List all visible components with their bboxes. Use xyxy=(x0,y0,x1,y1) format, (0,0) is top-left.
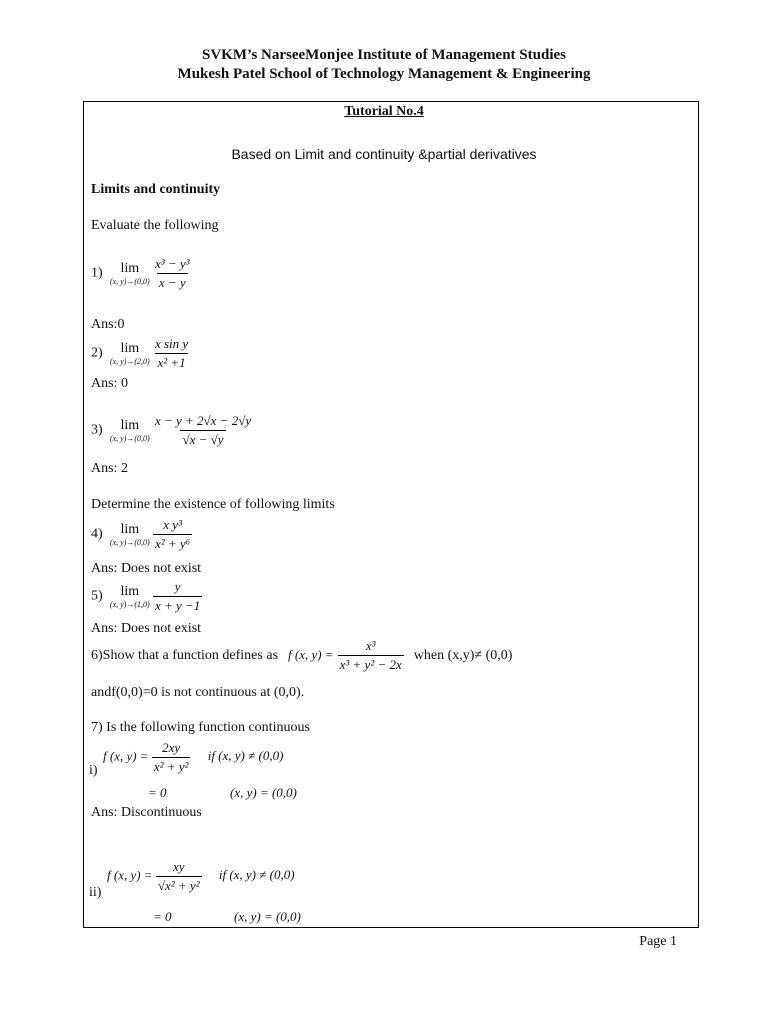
denominator: √x² + y² xyxy=(157,878,200,893)
answer-7i: Ans: Discontinuous xyxy=(91,805,202,820)
problem-6-prefix: 6)Show that a function defines as xyxy=(91,648,279,664)
problem-6 xyxy=(91,638,512,673)
fraction xyxy=(153,256,192,291)
denominator: x + y −1 xyxy=(154,598,201,613)
fraction xyxy=(156,859,202,894)
condition: if (x, y) ≠ (0,0) xyxy=(218,867,295,883)
problem-7i-label: i) xyxy=(89,763,98,778)
fraction xyxy=(338,638,404,673)
function-lhs: f (x, y) = xyxy=(107,867,153,883)
else-value: = 0 xyxy=(153,909,172,924)
numerator: x³ − y³ xyxy=(154,256,190,271)
lim-approach: (x, y)→(0,0) xyxy=(109,434,150,443)
numerator: 2xy xyxy=(162,740,181,755)
problem-7ii-label: ii) xyxy=(89,885,102,900)
limit-operator xyxy=(110,418,150,443)
answer-4: Ans: Does not exist xyxy=(91,561,202,576)
answer-5: Ans: Does not exist xyxy=(91,621,202,636)
numerator: x − y + 2√x − 2√y xyxy=(154,413,252,428)
school-name: Mukesh Patel School of Technology Management & Engineering xyxy=(177,66,591,82)
numerator: x sin y xyxy=(154,336,189,351)
lim-approach: (x, y)→(0,0) xyxy=(109,277,150,286)
lim-text: lim xyxy=(120,341,140,356)
existence-heading: Determine the existence of following limits xyxy=(91,497,335,512)
fraction xyxy=(153,579,202,614)
else-value: = 0 xyxy=(148,785,167,800)
tutorial-title xyxy=(0,104,768,120)
condition: if (x, y) ≠ (0,0) xyxy=(207,748,284,764)
problem-number: 3) xyxy=(91,422,103,438)
problem-7-heading: 7) Is the following function continuous xyxy=(91,720,310,735)
limit-operator xyxy=(110,261,150,286)
fraction xyxy=(153,336,190,371)
numerator: x³ xyxy=(365,638,376,653)
lim-text: lim xyxy=(120,261,140,276)
problem-3 xyxy=(91,413,253,448)
problem-6-line2: andf(0,0)=0 is not continuous at (0,0). xyxy=(91,685,305,700)
fraction xyxy=(153,413,253,448)
denominator: x² + y⁶ xyxy=(154,536,191,551)
problem-number: 4) xyxy=(91,526,103,542)
lim-text: lim xyxy=(120,584,140,599)
answer-1: Ans:0 xyxy=(91,317,125,332)
numerator: y xyxy=(174,579,181,594)
page-number: Page 1 xyxy=(639,934,677,949)
denominator: √x − √y xyxy=(182,432,224,447)
fraction xyxy=(153,517,192,552)
answer-3: Ans: 2 xyxy=(91,461,128,476)
problem-1 xyxy=(91,256,192,291)
else-condition: (x, y) = (0,0) xyxy=(234,909,301,924)
numerator: x y³ xyxy=(163,517,182,532)
function-lhs: f (x, y) = xyxy=(103,748,149,764)
function-lhs: f (x, y) = xyxy=(288,647,334,663)
limit-operator xyxy=(110,584,150,609)
numerator: xy xyxy=(172,859,185,874)
denominator: x² + y² xyxy=(153,759,189,774)
lim-approach: (x, y)→(0,0) xyxy=(109,538,150,547)
answer-2: Ans: 0 xyxy=(91,376,128,391)
problem-number: 1) xyxy=(91,265,103,281)
limit-operator xyxy=(110,522,150,547)
tutorial-subtitle: Based on Limit and continuity &partial derivatives xyxy=(231,146,537,162)
lim-text: lim xyxy=(120,418,140,433)
problem-7ii xyxy=(107,859,295,894)
instruction: Evaluate the following xyxy=(91,218,219,233)
fraction xyxy=(152,740,191,775)
problem-2 xyxy=(91,336,190,371)
lim-approach: (x, y)→(1,0) xyxy=(109,600,150,609)
else-condition: (x, y) = (0,0) xyxy=(230,785,297,800)
limit-operator xyxy=(110,341,150,366)
denominator: x − y xyxy=(158,275,186,290)
problem-4 xyxy=(91,517,192,552)
problem-number: 2) xyxy=(91,345,103,361)
denominator: x² +1 xyxy=(157,355,186,370)
condition: when (x,y)≠ (0,0) xyxy=(413,648,513,664)
lim-approach: (x, y)→(2,0) xyxy=(109,357,150,366)
lim-text: lim xyxy=(120,522,140,537)
problem-number: 5) xyxy=(91,588,103,604)
tutorial-title-text: Tutorial No.4 xyxy=(344,104,424,119)
problem-7i xyxy=(103,740,283,775)
problem-5 xyxy=(91,579,202,614)
section-heading: Limits and continuity xyxy=(91,182,221,197)
denominator: x³ + y² − 2x xyxy=(339,657,402,672)
institute-name: SVKM’s NarseeMonjee Institute of Management Studies xyxy=(202,47,566,63)
